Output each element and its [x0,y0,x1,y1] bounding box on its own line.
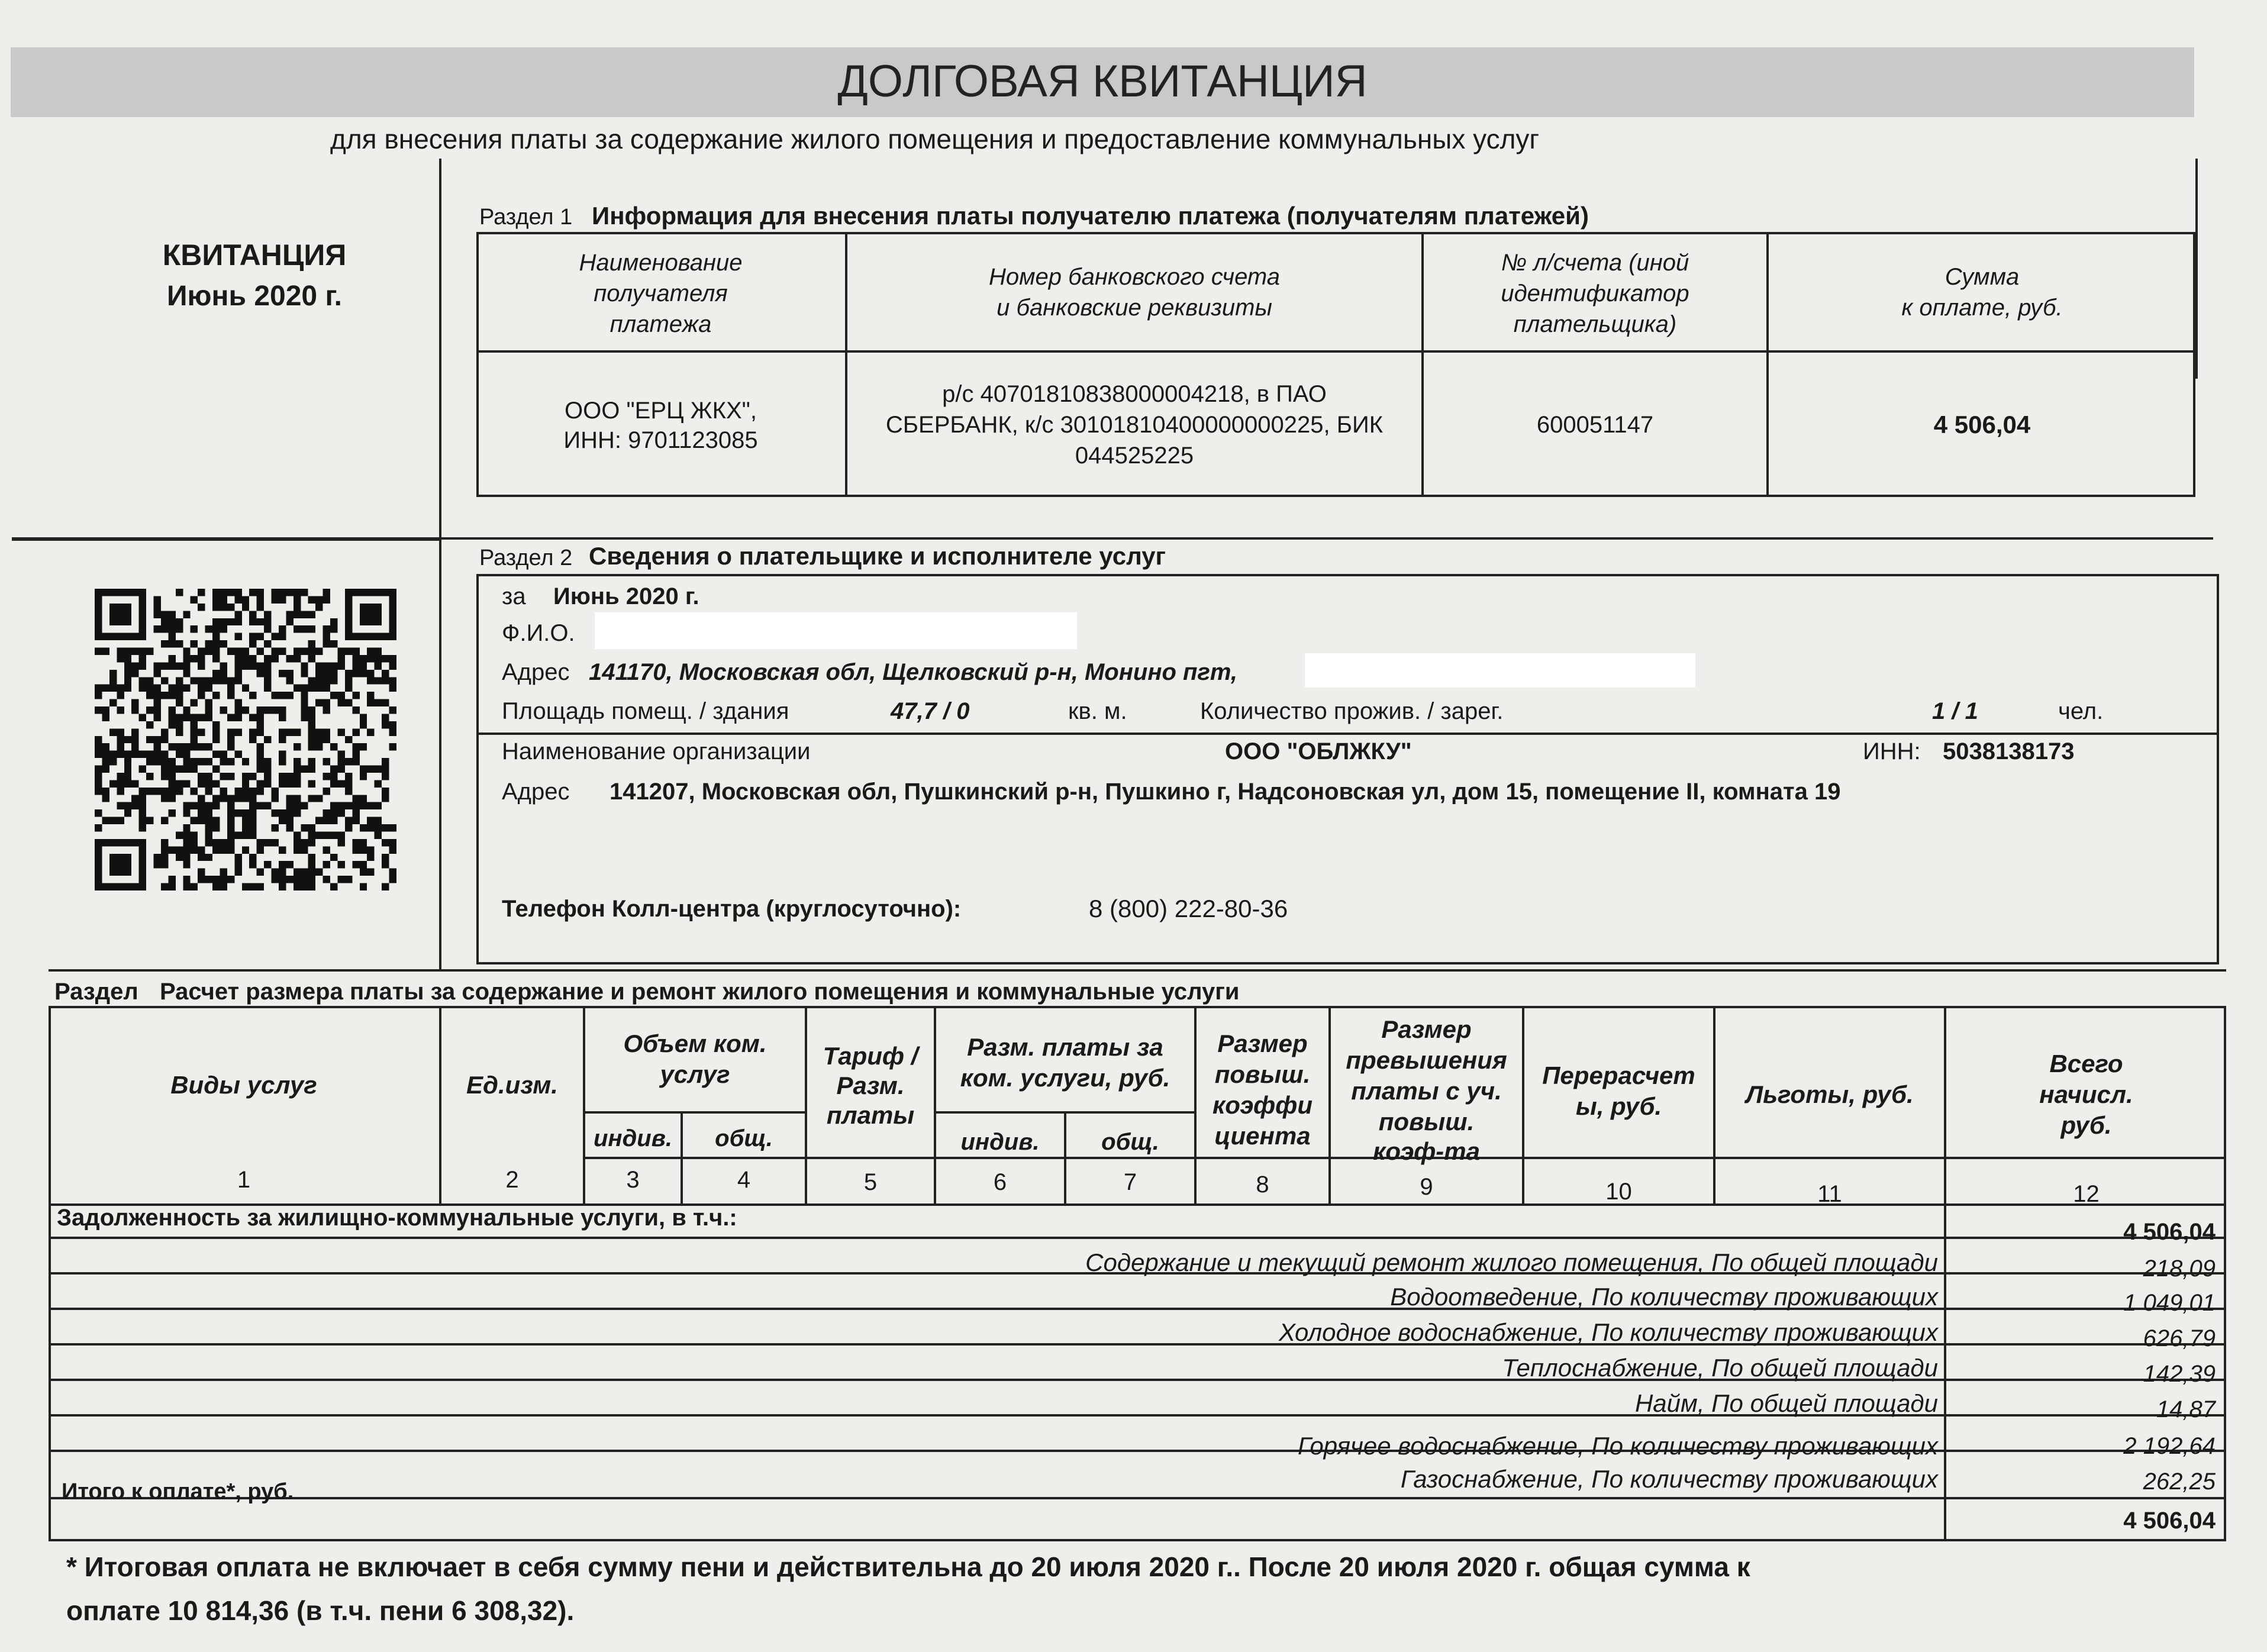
col-bank-header-2: и банковские реквизиты [997,295,1272,321]
col-bank-header-1: Номер банковского счета [988,264,1281,290]
section1-title: Информация для внесения платы получателю платежа (получателям платежей) [592,202,1589,230]
service-row-name: Содержание и текущий ремонт жилого помещения, По общей площади [1085,1248,1938,1276]
header-tariff-1: Тариф / [823,1042,918,1070]
section2-inner-rule [476,733,2219,735]
period-value: Июнь 2020 г. [553,583,699,609]
area-label: Площадь помещ. / здания [502,698,789,724]
area-unit: кв. м. [1068,698,1127,724]
col-number: 7 [1123,1169,1137,1195]
service-row-name: Холодное водоснабжение, По количеству проживающих [1278,1318,1938,1346]
col-recipient-header-3: платежа [610,311,712,337]
col-recipient-header-1: Наименование [579,250,743,276]
total-label: Итого к оплате*, руб. [62,1479,294,1504]
header-payment-2: ком. услуги, руб. [960,1064,1170,1092]
stub-label: КВИТАНЦИЯ [162,238,347,272]
org-label: Наименование организации [502,738,811,764]
org-value: ООО "ОБЛЖКУ" [1225,738,1412,764]
stub-divider [439,159,441,970]
section3-prefix: Раздел [54,979,138,1005]
service-row-amount: 262,25 [2143,1469,2216,1495]
header-total-3: руб. [2060,1111,2112,1139]
amount-due: 4 506,04 [1933,411,2031,438]
qr-code [95,589,396,890]
col-number: 11 [1817,1181,1842,1207]
fio-redaction [595,612,1077,649]
col-recipient-header-2: получателя [594,280,728,306]
header-volume-common: общ. [715,1125,773,1151]
header-tariff-3: платы [826,1101,915,1129]
col-number: 3 [626,1167,640,1193]
service-row-name: Водоотведение, По количеству проживающих [1390,1283,1938,1311]
section1-prefix: Раздел 1 [479,205,573,230]
service-row-amount: 142,39 [2143,1361,2216,1387]
service-row-name: Найм, По общей площади [1634,1389,1938,1417]
debt-total: 4 506,04 [2123,1219,2216,1245]
col-number: 4 [737,1167,751,1193]
page-title: ДОЛГОВАЯ КВИТАНЦИЯ [837,56,1368,107]
row-rule [49,1237,2226,1239]
header-total-2: начисл. [2039,1080,2133,1108]
header-excess-4: повыш. [1378,1108,1475,1135]
col-number: 6 [993,1169,1007,1195]
address-redaction [1305,653,1695,688]
inn-value: 5038138173 [1943,738,2075,764]
service-row-amount: 2 192,64 [2123,1433,2216,1459]
footnote-line-2: оплате 10 814,36 (в т.ч. пени 6 308,32). [66,1595,575,1626]
section3-title: Расчет размера платы за содержание и ремонт жилого помещения и коммунальные услуги [160,979,1240,1005]
header-total-1: Всего [2049,1050,2123,1077]
recipient-name: ООО "ЕРЦ ЖКХ", [565,398,757,424]
header-payment-indiv: индив. [960,1129,1040,1155]
service-row-name: Газоснабжение, По количеству проживающих [1400,1465,1938,1493]
col-number: 12 [2073,1181,2100,1207]
header-services: Виды услуг [170,1071,317,1099]
payment-sub-rule [934,1111,1194,1114]
service-row-amount: 14,87 [2156,1396,2216,1422]
residents-value: 1 / 1 [1932,698,1978,724]
account-number: 600051147 [1536,412,1654,438]
header-volume-1: Объем ком. [623,1030,767,1057]
service-row-amount: 218,09 [2143,1256,2216,1282]
header-volume-2: услуг [660,1060,730,1088]
col-number: 1 [237,1167,251,1193]
org-address-label: Адрес [502,779,570,805]
phone-value: 8 (800) 222-80-36 [1089,895,1288,922]
header-recalc-1: Перерасчет [1542,1061,1695,1089]
header-coef-2: повыш. [1214,1060,1311,1088]
org-address-value: 141207, Московская обл, Пушкинский р-н, Пушкино г, Надсоновская ул, дом 15, помещение II, комната 19 [610,779,1841,805]
header-excess-1: Размер [1381,1015,1472,1043]
header-volume-indiv: индив. [593,1125,673,1151]
service-row-name: Теплоснабжение, По общей площади [1502,1354,1938,1382]
residents-unit: чел. [2058,698,2104,724]
inn-label: ИНН: [1863,738,1921,764]
footnote-line-1: * Итоговая оплата не включает в себя сумму пени и действительна до 20 июля 2020 г.. После 20 июля 2020 г. общая сумма к [66,1551,1750,1582]
col-account-header-1: № л/счета (иной [1501,250,1689,276]
header-excess-2: превышения [1346,1046,1507,1074]
header-excess-3: платы с уч. [1351,1077,1502,1105]
row-rule [49,1497,2226,1499]
address-label: Адрес [502,659,570,685]
bank-details-1: р/с 40701810838000004218, в ПАО [942,381,1327,407]
header-unit: Ед.изм. [466,1071,558,1099]
col-number: 10 [1605,1179,1632,1205]
col-number: 8 [1256,1172,1269,1198]
right-border-top [2195,159,2198,379]
col-number: 5 [863,1169,878,1195]
col-account-header-3: плательщика) [1513,311,1677,337]
header-coef-1: Размер [1217,1030,1308,1057]
fio-label: Ф.И.О. [502,620,575,646]
address-value: 141170, Московская обл, Щелковский р-н, Монино пгт, [589,659,1237,685]
header-recalc-2: ы, руб. [1575,1092,1662,1120]
header-excess-5: коэф-та [1373,1137,1480,1165]
header-coef-4: циента [1214,1122,1311,1150]
section2-prefix: Раздел 2 [479,546,573,570]
stub-period: Июнь 2020 г. [167,280,342,312]
col-sum-header-2: к оплате, руб. [1901,295,2063,321]
area-value: 47,7 / 0 [891,698,970,724]
debt-label: Задолженность за жилищно-коммунальные услуги, в т.ч.: [57,1205,737,1231]
header-coef-3: коэффи [1212,1091,1313,1119]
service-row-amount: 1 049,01 [2123,1290,2216,1316]
col-number: 9 [1420,1174,1433,1200]
section3-top-rule [49,969,2226,972]
volume-sub-rule [583,1111,805,1114]
section2-top-rule [12,537,2213,540]
section1-header-rule [476,350,2195,353]
service-row-name: Горячее водоснабжение, По количеству проживающих [1297,1432,1938,1460]
header-payment-common: общ. [1101,1129,1159,1155]
residents-label: Количество прожив. / зарег. [1200,698,1504,724]
col-number: 2 [505,1167,519,1193]
recipient-inn: ИНН: 9701123085 [563,427,758,453]
page-subtitle: для внесения платы за содержание жилого помещения и предоставление коммунальных услуг [330,124,1540,154]
section2-title: Сведения о плательщике и исполнителе услуг [589,542,1166,570]
bank-details-2: СБЕРБАНК, к/с 30101810400000000225, БИК [885,412,1384,438]
header-payment-1: Разм. платы за [967,1033,1163,1061]
phone-label: Телефон Колл-центра (круглосуточно): [502,896,962,922]
header-tariff-2: Разм. [836,1072,905,1099]
col-account-header-2: идентификатор [1501,280,1689,306]
bank-details-3: 044525225 [1075,443,1194,469]
total-value: 4 506,04 [2123,1508,2216,1534]
service-row-amount: 626,79 [2143,1325,2216,1351]
col-sum-header-1: Сумма [1944,264,2020,290]
period-label: за [502,583,526,609]
header-benefits: Льготы, руб. [1746,1080,1914,1108]
